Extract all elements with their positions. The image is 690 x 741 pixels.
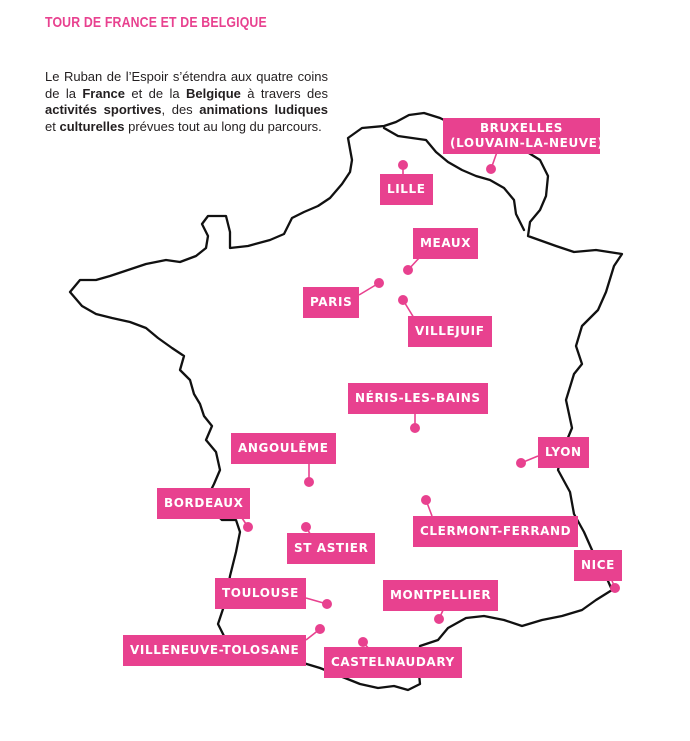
city-label-lille: LILLE <box>380 174 433 205</box>
intro-bold-france: France <box>82 85 125 101</box>
city-label-meaux: MEAUX <box>413 228 478 259</box>
intro-text-6: prévues tout au long du parcours. <box>124 118 322 134</box>
bruxelles-line1: BRUXELLES <box>479 121 564 135</box>
intro-text-2: et de la <box>125 85 186 101</box>
marker-neris <box>411 424 419 432</box>
city-label-villejuif: VILLEJUIF <box>408 316 492 347</box>
marker-nice <box>611 584 619 592</box>
city-label-nice: NICE <box>574 550 622 581</box>
marker-bruxelles <box>487 165 495 173</box>
intro-bold-belgique: Belgique <box>185 85 241 101</box>
marker-meaux <box>404 266 412 274</box>
marker-lille <box>399 161 407 169</box>
intro-bold-culturelles: culturelles <box>59 118 125 134</box>
page-title: TOUR DE FRANCE ET DE BELGIQUE <box>45 14 267 31</box>
marker-toulouse <box>323 600 331 608</box>
city-label-castelnaudary: CASTELNAUDARY <box>324 647 462 678</box>
marker-angouleme <box>305 478 313 486</box>
intro-text-5: et <box>45 118 60 134</box>
city-label-angouleme: ANGOULÊME <box>231 433 336 464</box>
marker-villeneuve <box>316 625 324 633</box>
marker-bordeaux <box>244 523 252 531</box>
marker-st-astier <box>302 523 310 531</box>
city-label-bruxelles <box>443 118 604 154</box>
france-outline <box>70 113 622 690</box>
city-label-lyon: LYON <box>538 437 589 468</box>
city-label-villeneuve: VILLENEUVE-TOLOSANE <box>123 635 306 666</box>
city-label-st-astier: ST ASTIER <box>287 533 375 564</box>
marker-villejuif <box>399 296 407 304</box>
intro-text-3: à travers des <box>240 85 328 101</box>
city-label-paris: PARIS <box>303 287 359 318</box>
marker-lyon <box>517 459 525 467</box>
marker-castelnaudary <box>359 638 367 646</box>
intro-bold-activites: activités sportives <box>45 102 162 117</box>
marker-paris <box>375 279 383 287</box>
city-label-neris: NÉRIS-LES-BAINS <box>348 383 488 414</box>
city-label-montpellier: MONTPELLIER <box>383 580 498 611</box>
intro-text-1: Le Ruban de l’Espoir s’étendra aux quatre coins de la <box>45 69 328 101</box>
city-label-bordeaux: BORDEAUX <box>157 488 250 519</box>
bruxelles-line2: (LOUVAIN-LA-NEUVE) <box>450 136 604 150</box>
city-label-clermont: CLERMONT-FERRAND <box>413 516 578 547</box>
marker-clermont <box>422 496 430 504</box>
city-label-toulouse: TOULOUSE <box>215 578 306 609</box>
intro-bold-animations: animations ludiques <box>199 102 328 117</box>
intro-text-4: , des <box>161 102 200 117</box>
marker-montpellier <box>435 615 443 623</box>
